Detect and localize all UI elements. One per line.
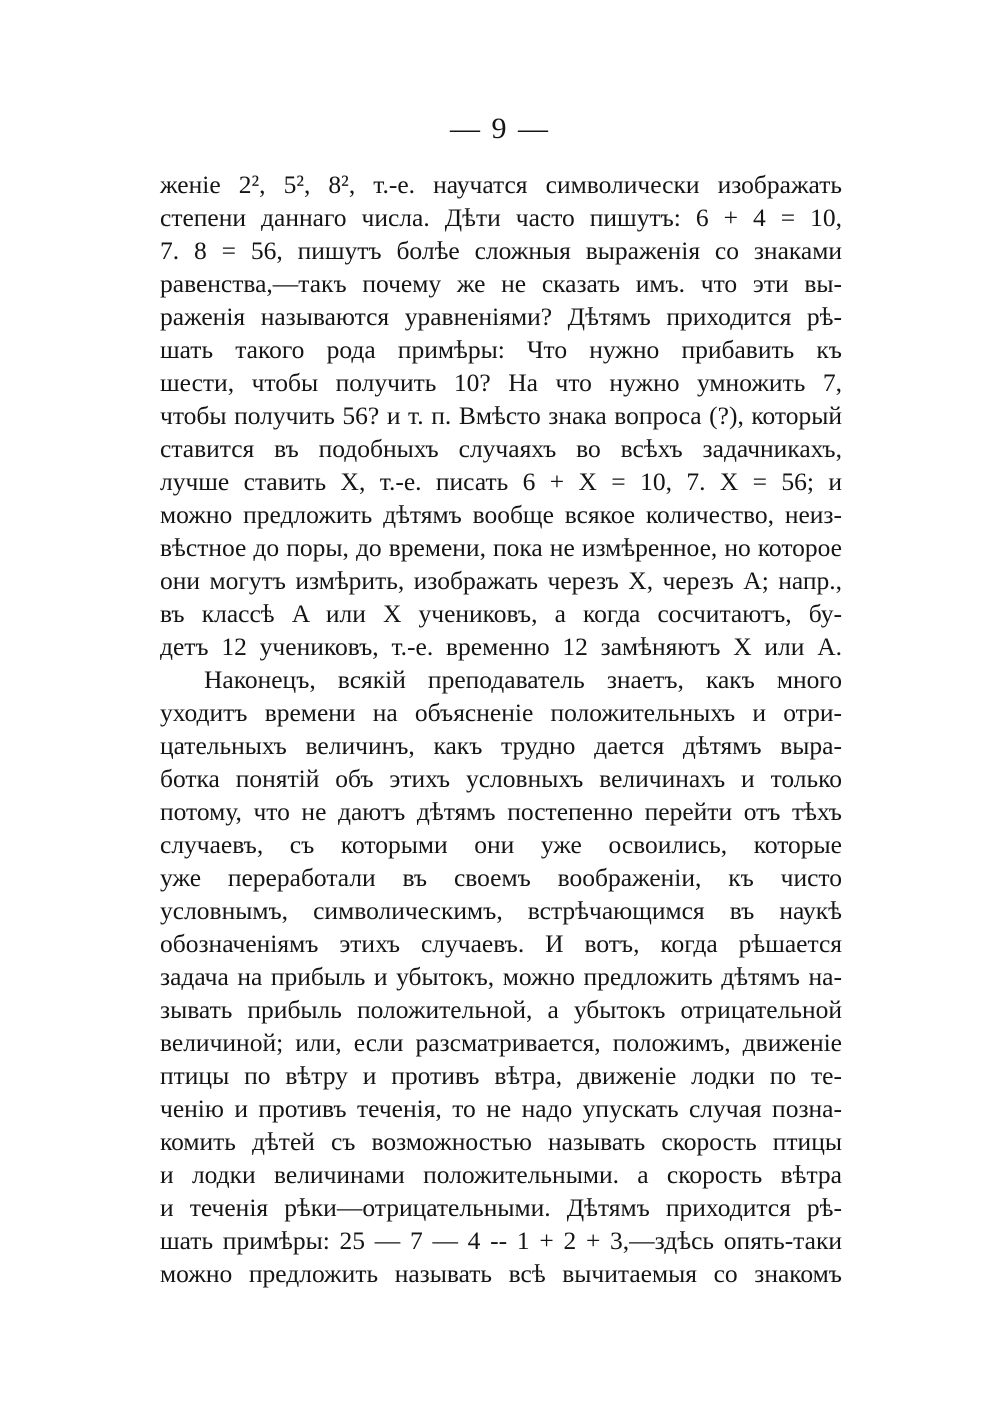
text-line: уже переработали въ своемъ воображеніи, къ чисто: [160, 863, 842, 892]
text-line: комить дѣтей съ возможностью называть скорость птицы: [160, 1127, 842, 1156]
text-line: раженія называются уравненіями? Дѣтямъ приходится рѣ-: [160, 302, 842, 331]
text-line: уходитъ времени на объясненіе положительныхъ и отри-: [160, 698, 842, 727]
text-line: зывать прибыль положительной, а убытокъ отрицательной: [160, 995, 842, 1024]
text-line: въ классѣ A или X учениковъ, а когда сосчитаютъ, бу-: [160, 599, 842, 628]
body-text: [160, 168, 842, 1290]
text-line: ставится въ подобныхъ случаяхъ во всѣхъ задачникахъ,: [160, 434, 842, 463]
text-line: обозначеніямъ этихъ случаевъ. И вотъ, когда рѣшается: [160, 929, 842, 958]
text-line: задача на прибыль и убытокъ, можно предложить дѣтямъ на-: [160, 962, 842, 991]
text-line: условнымъ, символическимъ, встрѣчающимся въ наукѣ: [160, 896, 842, 925]
text-line: лучше ставить X, т.-е. писать 6 + X = 10, 7. X = 56; и: [160, 467, 842, 496]
text-line: степени даннаго числа. Дѣти часто пишутъ: 6 + 4 = 10,: [160, 203, 842, 232]
text-line: чтобы получить 56? и т. п. Вмѣсто знака вопроса (?), который: [160, 401, 842, 430]
text-line: потому, что не даютъ дѣтямъ постепенно перейти отъ тѣхъ: [160, 797, 842, 826]
text-line: случаевъ, съ которыми они уже освоились, которые: [160, 830, 842, 859]
text-line: шать такого рода примѣры: Что нужно прибавить къ: [160, 335, 842, 364]
text-line: можно предложить дѣтямъ вообще всякое количество, неиз-: [160, 500, 842, 529]
text-line: 7. 8 = 56, пишутъ болѣе сложныя выраженія со знаками: [160, 236, 842, 265]
text-line: птицы по вѣтру и противъ вѣтра, движеніе лодки по те-: [160, 1061, 842, 1090]
text-line: Наконецъ, всякій преподаватель знаетъ, какъ много: [204, 665, 842, 694]
text-line: величиной; или, если разсматривается, положимъ, движеніе: [160, 1028, 842, 1057]
page-number: — 9 —: [450, 112, 550, 145]
text-line: и лодки величинами положительными. а скорость вѣтра: [160, 1160, 842, 1189]
paragraph-1: [160, 168, 842, 663]
text-line: равенства,—такъ почему же не сказать имъ. что эти вы-: [160, 269, 842, 298]
text-line: ботка понятій объ этихъ условныхъ величинахъ и только: [160, 764, 842, 793]
text-line: они могутъ измѣрить, изображать черезъ X, черезъ A; напр.,: [160, 566, 842, 595]
text-line: вѣстное до поры, до времени, пока не измѣренное, но которое: [160, 533, 842, 562]
text-line: женіе 2², 5², 8², т.-е. научатся символически изображать: [160, 170, 842, 199]
text-line: цательныхъ величинъ, какъ трудно дается дѣтямъ выра-: [160, 731, 842, 760]
text-line: ченію и противъ теченія, то не надо упускать случая позна-: [160, 1094, 842, 1123]
text-line: шать примѣры: 25 — 7 — 4 -- 1 + 2 + 3,—здѣсь опять-таки: [160, 1226, 842, 1255]
text-line: можно предложить называть всѣ вычитаемыя со знакомъ: [160, 1259, 842, 1288]
paragraph-2: [160, 663, 842, 1290]
text-line: шести, чтобы получить 10? На что нужно умножить 7,: [160, 368, 842, 397]
text-line: и теченія рѣки—отрицательными. Дѣтямъ приходится рѣ-: [160, 1193, 842, 1222]
text-line: детъ 12 учениковъ, т.-е. временно 12 замѣняютъ X или A.: [160, 632, 842, 661]
